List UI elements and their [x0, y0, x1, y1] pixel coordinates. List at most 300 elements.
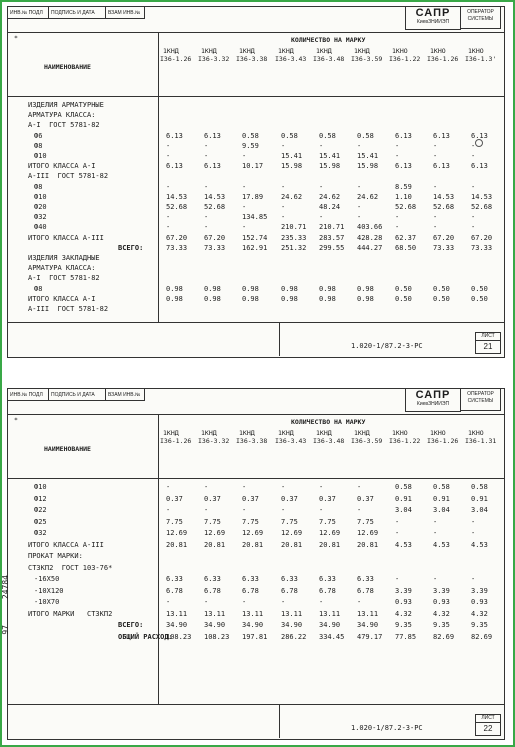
cell-value: 12.69	[357, 529, 379, 537]
cell-value: 3.39	[471, 586, 488, 595]
cell-value: 0.50	[395, 284, 412, 293]
cell-value: 12.69	[166, 529, 188, 537]
cell-value: 14.53	[433, 192, 455, 201]
column-mark-1-7: I36-1.22	[389, 55, 421, 63]
cell-value: 24.62	[319, 192, 341, 201]
cell-value: 68.50	[395, 243, 417, 252]
row-label: Ф22	[34, 506, 47, 514]
cell-value: -	[281, 141, 286, 150]
qty-title-2: КОЛИЧЕСТВО НА МАРКУ	[291, 418, 366, 426]
row-label: Ф8	[34, 141, 43, 150]
cell-value: 13.11	[281, 609, 303, 618]
operator-line1-2: ОПЕРАТОР	[467, 391, 494, 397]
cell-value: 210.71	[281, 223, 307, 232]
row-label: Ф12	[34, 494, 47, 503]
column-mark-1-5: I36-3.48	[313, 55, 345, 63]
cell-value: 73.33	[433, 243, 455, 252]
cell-value: 0.91	[433, 494, 450, 503]
cell-value: -	[166, 152, 171, 160]
column-mark-1-1: I36-1.26	[160, 55, 192, 63]
cell-value: -	[471, 575, 476, 583]
row-label: -10Х120	[34, 586, 64, 595]
cell-value: -	[471, 141, 476, 150]
cell-value: 6.33	[204, 575, 221, 583]
header-star-2: *	[14, 416, 18, 424]
cell-value: 34.90	[204, 621, 226, 629]
cell-value: 4.32	[395, 609, 412, 618]
row-label: А-I ГОСТ 5781-82	[28, 274, 100, 283]
cell-value: 15.98	[357, 162, 379, 171]
cell-value: 3.39	[433, 586, 450, 595]
column-header-2-2: 1КНД	[201, 429, 217, 437]
cell-value: 3.04	[433, 506, 450, 514]
row-label: ИТОГО КЛАССА А-III	[28, 540, 104, 549]
column-header-1-8: 1КНО	[430, 47, 446, 55]
cell-value: 4.53	[471, 540, 488, 549]
name-title: НАИМЕНОВАНИЕ	[44, 63, 91, 71]
column-header-1-4: 1КНД	[278, 47, 294, 55]
cell-value: 6.13	[471, 131, 488, 140]
cell-value: 52.68	[471, 203, 493, 211]
column-header-1-9: 1КНО	[468, 47, 484, 55]
column-mark-1-6: I36-3.59	[351, 55, 383, 63]
column-mark-1-3: I36-3.38	[236, 55, 268, 63]
cell-value: -	[281, 182, 286, 191]
cell-value: 14.53	[166, 192, 188, 201]
cell-value: 479.17	[357, 632, 383, 641]
cell-value: 12.69	[281, 529, 303, 537]
row-label: А-III ГОСТ 5781-82	[28, 172, 109, 181]
cell-value: -	[471, 213, 476, 222]
cell-value: 6.78	[204, 586, 221, 595]
stamp-header	[8, 7, 145, 19]
cell-value: 4.53	[433, 540, 450, 549]
cell-value: -	[357, 506, 362, 514]
cell-value: 6.13	[395, 162, 412, 171]
cell-value: 0.98	[281, 284, 298, 293]
row-label: ИТОГО КЛАССА А-I	[28, 294, 96, 303]
row-label: -16Х50	[34, 575, 60, 583]
cell-value: -	[281, 598, 286, 606]
cell-value: -	[395, 223, 400, 232]
row-label: Ф10	[34, 483, 47, 491]
cell-value: 20.81	[242, 540, 264, 549]
cell-value: 334.45	[319, 632, 345, 641]
cell-value: 235.33	[281, 233, 307, 242]
column-mark-2-1: I36-1.26	[160, 437, 192, 445]
cell-value: 73.33	[204, 243, 226, 252]
row-label: СТ3КП2 ГОСТ 103-76*	[28, 563, 113, 572]
sapr-box-2	[405, 389, 461, 412]
sheet-number-1: 21	[483, 342, 493, 351]
cell-value: 6.33	[166, 575, 183, 583]
cell-value: -	[433, 182, 438, 191]
document-sheet-2	[7, 388, 505, 740]
cell-value: 82.69	[471, 632, 493, 641]
cell-value: 152.74	[242, 233, 268, 242]
column-header-1-5: 1КНД	[316, 47, 332, 55]
cell-value: -	[471, 517, 476, 526]
cell-value: -	[357, 483, 362, 491]
cell-value: 34.90	[357, 621, 379, 629]
cell-value: 15.41	[357, 152, 379, 160]
cell-value: -	[433, 152, 438, 160]
cell-value: 0.58	[395, 483, 412, 491]
cell-value: -	[433, 223, 438, 232]
cell-value: 8.59	[395, 182, 412, 191]
cell-value: -	[242, 223, 247, 232]
stamp-header-2	[8, 389, 145, 401]
cell-value: 6.13	[471, 162, 488, 171]
cell-value: 20.81	[281, 540, 303, 549]
cell-value: -	[433, 575, 438, 583]
cell-value: 3.39	[395, 586, 412, 595]
cell-value: 82.69	[433, 632, 455, 641]
cell-value: -	[281, 506, 286, 514]
cell-value: 67.20	[166, 233, 188, 242]
cell-value: 299.55	[319, 243, 345, 252]
cell-value: 162.91	[242, 243, 268, 252]
cell-value: -	[471, 223, 476, 232]
name-title-2: НАИМЕНОВАНИЕ	[44, 445, 91, 453]
cell-value: 108.23	[204, 632, 230, 641]
cell-value: 24.62	[357, 192, 379, 201]
cell-value: -	[204, 598, 209, 606]
column-mark-2-9: I36-1.31	[465, 437, 497, 445]
row-label: Ф8	[34, 284, 43, 293]
sheet-number-box-2	[475, 714, 501, 736]
cell-value: 15.98	[319, 162, 341, 171]
cell-value: -	[319, 506, 324, 514]
cell-value: 0.37	[319, 494, 336, 503]
row-label: ОБЩИЙ РАСХОД:	[118, 632, 173, 641]
sheet-label-2: ЛИСТ	[476, 715, 500, 723]
row-label: ИТОГО КЛАССА А-I	[28, 162, 96, 171]
cell-value: -	[204, 182, 209, 191]
column-header-1-1: 1КНД	[163, 47, 179, 55]
cell-value: 0.98	[242, 294, 259, 303]
cell-value: -	[204, 141, 209, 150]
qty-title: КОЛИЧЕСТВО НА МАРКУ	[291, 36, 366, 44]
cell-value: 0.98	[166, 284, 183, 293]
column-header-2-1: 1КНД	[163, 429, 179, 437]
column-header-2-4: 1КНД	[278, 429, 294, 437]
cell-value: 0.93	[433, 598, 450, 606]
cell-value: 6.13	[166, 131, 183, 140]
cell-value: -	[204, 223, 209, 232]
stamp-vzam: ВЗАМ ИНВ.№	[106, 7, 145, 19]
row-label: Ф10	[34, 152, 47, 160]
column-mark-1-2: I36-3.32	[198, 55, 230, 63]
cell-value: -	[166, 223, 171, 232]
column-mark-1-8: I36-1.26	[427, 55, 459, 63]
cell-value: 6.33	[242, 575, 259, 583]
column-mark-1-4: I36-3.43	[275, 55, 307, 63]
cell-value: 0.50	[433, 284, 450, 293]
cell-value: 0.58	[242, 131, 259, 140]
row-label: ВСЕГО:	[118, 243, 144, 252]
cell-value: -	[281, 203, 286, 211]
cell-value: 13.11	[242, 609, 264, 618]
cell-value: -	[319, 213, 324, 222]
cell-value: 0.98	[242, 284, 259, 293]
cell-value: 7.75	[281, 517, 298, 526]
row-label: ВСЕГО:	[118, 621, 144, 629]
cell-value: 6.13	[204, 162, 221, 171]
cell-value: 4.53	[395, 540, 412, 549]
row-label: Ф20	[34, 203, 47, 211]
row-label: АРМАТУРА КЛАССА:	[28, 264, 96, 273]
cell-value: -	[319, 141, 324, 150]
doc-code-2: 1.020-1/87.2-3-РС	[351, 724, 423, 732]
column-mark-2-7: I36-1.22	[389, 437, 421, 445]
row-label: Ф32	[34, 213, 47, 222]
cell-value: 14.53	[204, 192, 226, 201]
stamp-vzam-2: ВЗАМ ИНВ.№	[106, 389, 145, 401]
margin-note-b: 97	[1, 625, 10, 635]
cell-value: -	[433, 141, 438, 150]
cell-value: 73.33	[166, 243, 188, 252]
cell-value: 12.69	[242, 529, 264, 537]
stamp-podpis-2: ПОДПИСЬ И ДАТА	[49, 389, 106, 401]
cell-value: -	[433, 529, 438, 537]
cell-value: 12.69	[204, 529, 226, 537]
cell-value: 0.98	[204, 284, 221, 293]
cell-value: -	[204, 213, 209, 222]
column-header-2-5: 1КНД	[316, 429, 332, 437]
cell-value: -	[357, 203, 362, 211]
cell-value: -	[395, 529, 400, 537]
cell-value: 67.20	[433, 233, 455, 242]
stamp-inv-podl: ИНВ.№ ПОДЛ	[8, 7, 49, 19]
cell-value: 428.28	[357, 233, 383, 242]
cell-value: 283.57	[319, 233, 345, 242]
column-header-2-3: 1КНД	[239, 429, 255, 437]
column-header-1-2: 1КНД	[201, 47, 217, 55]
cell-value: 15.98	[281, 162, 303, 171]
cell-value: 9.35	[471, 621, 488, 629]
cell-value: 20.81	[357, 540, 379, 549]
cell-value: 0.91	[471, 494, 488, 503]
row-label: АРМАТУРА КЛАССА:	[28, 111, 96, 120]
cell-value: 6.13	[166, 162, 183, 171]
cell-value: 0.98	[357, 294, 374, 303]
doc-code-1: 1.020-1/87.2-3-РС	[351, 342, 423, 350]
cell-value: 62.37	[395, 233, 417, 242]
cell-value: 48.24	[319, 203, 341, 211]
cell-value: 6.33	[319, 575, 336, 583]
cell-value: -	[166, 483, 171, 491]
column-header-2-8: 1КНО	[430, 429, 446, 437]
cell-value: 73.33	[471, 243, 493, 252]
cell-value: 0.58	[433, 483, 450, 491]
row-label: Ф10	[34, 192, 47, 201]
sapr-org: КиевЗНИИЭП	[416, 19, 450, 25]
column-mark-2-4: I36-3.43	[275, 437, 307, 445]
sapr-box	[405, 7, 461, 30]
sheet-number-2: 22	[483, 724, 493, 733]
column-header-2-7: 1КНО	[392, 429, 408, 437]
row-label: Ф25	[34, 517, 47, 526]
row-label: Ф6	[34, 131, 43, 140]
row-label: А-III ГОСТ 5781-82	[28, 305, 109, 313]
cell-value: -	[395, 575, 400, 583]
cell-value: 0.37	[166, 494, 183, 503]
column-mark-1-9: I36-1.3'	[465, 55, 497, 63]
cell-value: 9.35	[395, 621, 412, 629]
cell-value: 7.75	[319, 517, 336, 526]
cell-value: -	[357, 598, 362, 606]
cell-value: 0.93	[471, 598, 488, 606]
cell-value: 77.85	[395, 632, 417, 641]
cell-value: 12.69	[319, 529, 341, 537]
margin-note-a: 24784	[1, 575, 10, 600]
cell-value: 6.78	[357, 586, 374, 595]
cell-value: 14.53	[471, 192, 493, 201]
operator-box-2	[461, 389, 501, 411]
cell-value: 20.81	[204, 540, 226, 549]
cell-value: 0.50	[471, 284, 488, 293]
cell-value: 197.81	[242, 632, 268, 641]
cell-value: 10.17	[242, 162, 264, 171]
stamp-podpis: ПОДПИСЬ И ДАТА	[49, 7, 106, 19]
column-mark-2-3: I36-3.38	[236, 437, 268, 445]
cell-value: 0.91	[395, 494, 412, 503]
cell-value: -	[166, 213, 171, 222]
cell-value: -	[204, 483, 209, 491]
cell-value: 0.37	[357, 494, 374, 503]
cell-value: 9.59	[242, 141, 259, 150]
cell-value: -	[395, 152, 400, 160]
row-label: ИЗДЕЛИЯ ЗАКЛАДНЫЕ	[28, 254, 100, 262]
cell-value: -	[281, 483, 286, 491]
column-header-2-6: 1КНД	[354, 429, 370, 437]
row-label: Ф40	[34, 223, 47, 232]
cell-value: 6.13	[395, 131, 412, 140]
cell-value: 0.98	[357, 284, 374, 293]
cell-value: -	[242, 152, 247, 160]
column-mark-2-2: I36-3.32	[198, 437, 230, 445]
row-label: ИТОГО КЛАССА А-III	[28, 233, 104, 242]
header-star: *	[14, 34, 18, 42]
row-label: ПРОКАТ МАРКИ:	[28, 552, 83, 560]
cell-value: 24.62	[281, 192, 303, 201]
cell-value: 210.71	[319, 223, 345, 232]
stamp-inv-podl-2: ИНВ.№ ПОДЛ	[8, 389, 49, 401]
cell-value: 6.78	[242, 586, 259, 595]
cell-value: 15.41	[319, 152, 341, 160]
cell-value: 7.75	[204, 517, 221, 526]
cell-value: 67.20	[204, 233, 226, 242]
cell-value: 0.58	[357, 131, 374, 140]
column-mark-2-5: I36-3.48	[313, 437, 345, 445]
cell-value: -	[395, 213, 400, 222]
cell-value: 0.58	[471, 483, 488, 491]
cell-value: -	[471, 529, 476, 537]
cell-value: 6.78	[166, 586, 183, 595]
cell-value: -	[471, 152, 476, 160]
document-sheet-1	[7, 6, 505, 358]
cell-value: 0.58	[281, 131, 298, 140]
cell-value: 52.68	[395, 203, 417, 211]
sheet-label-1: ЛИСТ	[476, 333, 500, 341]
cell-value: 52.68	[166, 203, 188, 211]
cell-value: 134.85	[242, 213, 268, 222]
cell-value: 6.13	[433, 131, 450, 140]
cell-value: -	[166, 141, 171, 150]
cell-value: 7.75	[242, 517, 259, 526]
cell-value: 13.11	[204, 609, 226, 618]
cell-value: 34.90	[242, 621, 264, 629]
cell-value: 34.90	[319, 621, 341, 629]
cell-value: 0.93	[395, 598, 412, 606]
cell-value: -	[204, 506, 209, 514]
row-label: ИЗДЕЛИЯ АРМАТУРНЫЕ	[28, 101, 104, 109]
cell-value: 0.98	[319, 284, 336, 293]
column-mark-2-8: I36-1.26	[427, 437, 459, 445]
cell-value: -	[281, 213, 286, 222]
cell-value: 6.78	[281, 586, 298, 595]
cell-value: 6.13	[433, 162, 450, 171]
cell-value: 13.11	[166, 609, 188, 618]
cell-value: 15.41	[281, 152, 303, 160]
cell-value: 17.89	[242, 192, 264, 201]
cell-value: 20.81	[319, 540, 341, 549]
cell-value: 0.50	[395, 294, 412, 303]
cell-value: 0.50	[471, 294, 488, 303]
cell-value: -	[357, 182, 362, 191]
cell-value: -	[242, 506, 247, 514]
operator-box	[461, 7, 501, 29]
row-label: Ф32	[34, 529, 47, 537]
cell-value: -	[242, 203, 247, 211]
cell-value: 34.90	[166, 621, 188, 629]
sapr-title-2: САПР	[415, 389, 451, 401]
cell-value: -	[357, 213, 362, 222]
cell-value: 34.90	[281, 621, 303, 629]
cell-value: -	[319, 182, 324, 191]
cell-value: -	[433, 213, 438, 222]
cell-value: 0.50	[433, 294, 450, 303]
cell-value: -	[204, 152, 209, 160]
cell-value: -	[433, 517, 438, 526]
cell-value: -	[166, 182, 171, 191]
column-mark-2-6: I36-3.59	[351, 437, 383, 445]
cell-value: -	[395, 517, 400, 526]
column-header-2-9: 1КНО	[468, 429, 484, 437]
cell-value: 0.98	[319, 294, 336, 303]
cell-value: 251.32	[281, 243, 307, 252]
row-label: А-I ГОСТ 5781-82	[28, 121, 100, 130]
cell-value: 7.75	[166, 517, 183, 526]
cell-value: 4.32	[471, 609, 488, 618]
cell-value: -	[166, 506, 171, 514]
cell-value: 108.23	[166, 632, 192, 641]
sapr-title: САПР	[415, 7, 451, 19]
cell-value: 67.20	[471, 233, 493, 242]
cell-value: 0.37	[281, 494, 298, 503]
cell-value: 444.27	[357, 243, 383, 252]
cell-value: -	[242, 598, 247, 606]
cell-value: 7.75	[357, 517, 374, 526]
cell-value: 286.22	[281, 632, 307, 641]
cell-value: 0.37	[204, 494, 221, 503]
cell-value: 6.33	[281, 575, 298, 583]
cell-value: -	[319, 598, 324, 606]
cell-value: -	[357, 141, 362, 150]
cell-value: 403.66	[357, 223, 383, 232]
cell-value: 0.58	[319, 131, 336, 140]
